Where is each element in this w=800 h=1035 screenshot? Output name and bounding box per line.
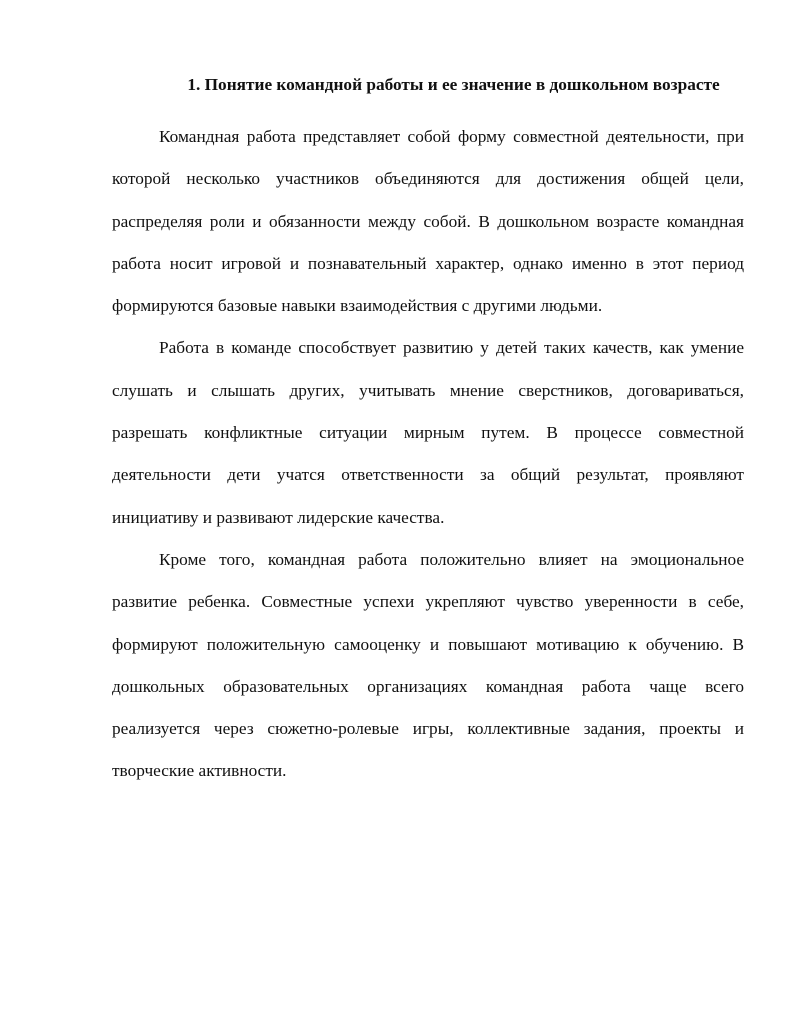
- paragraph-1: Командная работа представляет собой форму совместной деятельности, при которой несколько участников объединяются для достижения общей цели, распределяя роли и обязанности между собой. В дошкольном возрасте командная работа носит игровой и познавательный характер, однако именно в этот период формируются базовые навыки взаимодействия с другими людьми.: [112, 127, 744, 316]
- section-heading: 1. Понятие командной работы и ее значение в дошкольном возрасте: [187, 75, 720, 94]
- paragraph-2: Работа в команде способствует развитию у детей таких качеств, как умение слушать и слышать других, учитывать мнение сверстников, договариваться, разрешать конфликтные ситуации мирным путем. В процессе совместной деятельности дети учатся ответственности за общий результат, проявляют инициативу и развивают лидерские качества.: [112, 338, 744, 527]
- paragraph-3: Кроме того, командная работа положительно влияет на эмоциональное развитие ребенка. Совместные успехи укрепляют чувство уверенности в себе, формируют положительную самооценку и повышают мотивацию к обучению. В дошкольных образовательных организациях командная работа чаще всего реализуется через сюжетно-ролевые игры, коллективные задания, проекты и творческие активности.: [112, 549, 744, 781]
